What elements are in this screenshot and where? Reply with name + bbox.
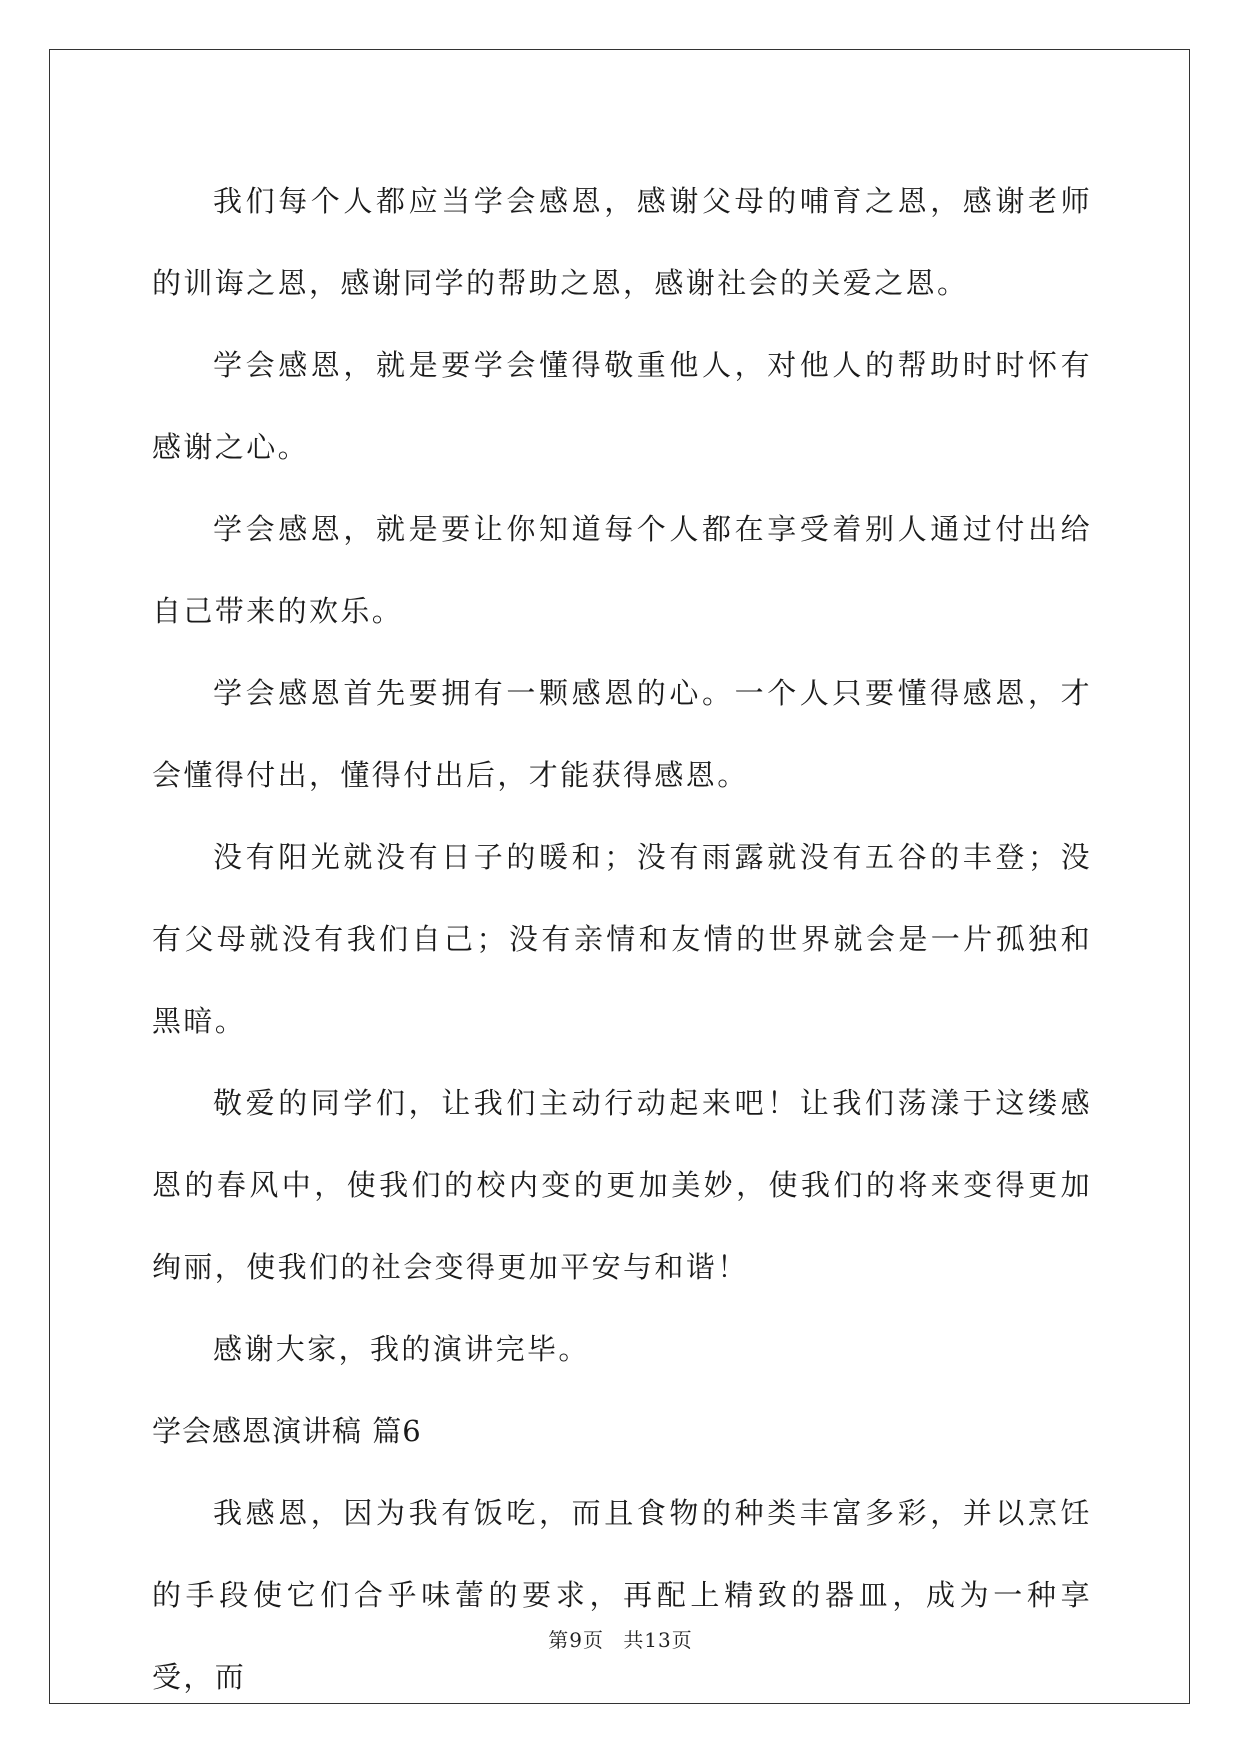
page-number: 第9页 xyxy=(548,1628,604,1652)
paragraph-without-sunshine: 没有阳光就没有日子的暖和；没有雨露就没有五谷的丰登；没有父母就没有我们自己；没有亲情和友情的世界就会是一片孤独和黑暗。 xyxy=(152,840,1092,1038)
page-footer xyxy=(0,1624,1241,1653)
paragraph-enjoy-others-efforts: 学会感恩，就是要让你知道每个人都在享受着别人通过付出给自己带来的欢乐。 xyxy=(152,512,1092,628)
paragraph-respect-others: 学会感恩，就是要学会懂得敬重他人，对他人的帮助时时怀有感谢之心。 xyxy=(152,348,1092,464)
paragraph-call-to-action: 敬爱的同学们，让我们主动行动起来吧！让我们荡漾于这缕感恩的春风中，使我们的校内变的更加美妙，使我们的将来变得更加绚丽，使我们的社会变得更加平安与和谐！ xyxy=(152,1086,1092,1284)
paragraph-closing: 感谢大家，我的演讲完毕。 xyxy=(213,1332,590,1366)
paragraph-gratitude-intro: 我们每个人都应当学会感恩，感谢父母的哺育之恩，感谢老师的训诲之恩，感谢同学的帮助之恩，感谢社会的关爱之恩。 xyxy=(152,184,1092,300)
paragraph-section-6-start: 我感恩，因为我有饭吃，而且食物的种类丰富多彩，并以烹饪的手段使它们合乎味蕾的要求，再配上精致的器皿，成为一种享受，而 xyxy=(152,1496,1092,1694)
section-heading: 学会感恩演讲稿 篇6 xyxy=(152,1414,422,1448)
page-total: 共13页 xyxy=(623,1628,693,1652)
document-body xyxy=(152,160,1092,1718)
paragraph-grateful-heart: 学会感恩首先要拥有一颗感恩的心。一个人只要懂得感恩，才会懂得付出，懂得付出后，才能获得感恩。 xyxy=(152,676,1092,792)
